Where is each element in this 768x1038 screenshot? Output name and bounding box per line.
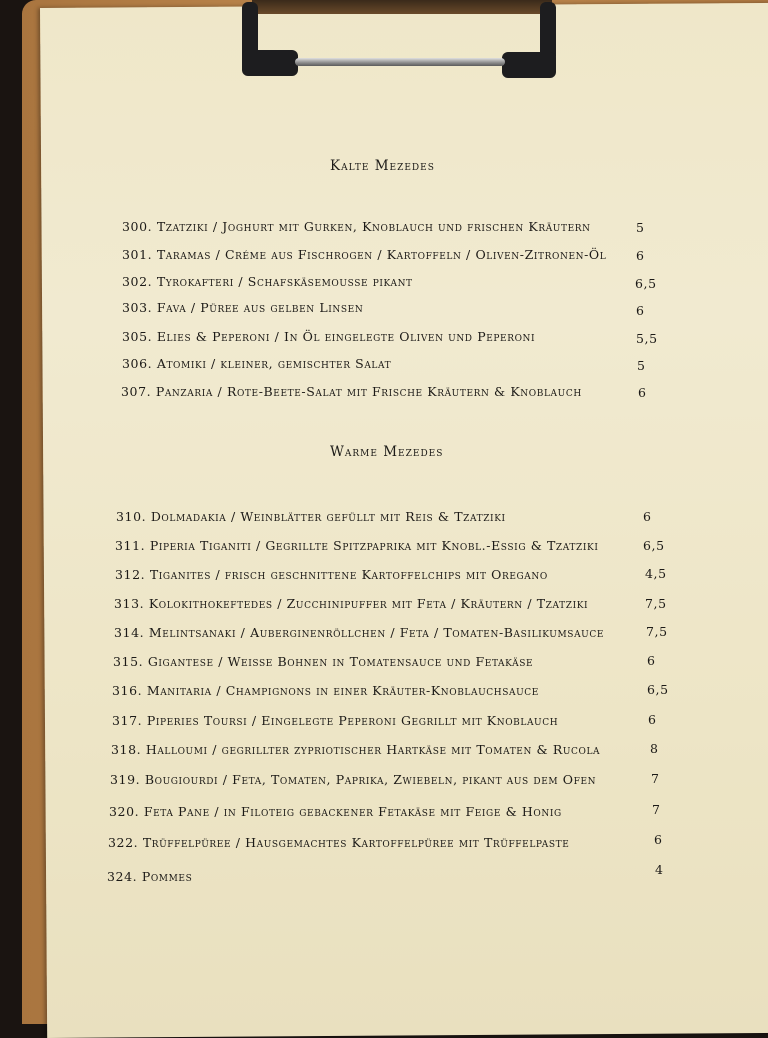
item-number: 316. bbox=[112, 683, 143, 698]
item-number: 314. bbox=[114, 625, 145, 640]
item-number: 315. bbox=[113, 654, 144, 669]
item-description: Kolokithokeftedes / Zucchinipuffer mit Feta / Kräutern / Tzatziki bbox=[148, 596, 589, 611]
item-price: 6,5 bbox=[647, 682, 669, 697]
menu-item bbox=[115, 567, 548, 582]
item-description: Elies & Peperoni / In Öl eingelegte Oliven und Peperoni bbox=[156, 329, 536, 344]
item-number: 302. bbox=[122, 274, 153, 289]
menu-item bbox=[109, 804, 562, 819]
item-price: 5,5 bbox=[636, 331, 658, 346]
item-number: 318. bbox=[111, 742, 142, 757]
item-description: Dolmadakia / Weinblätter gefüllt mit Reis & Tzatziki bbox=[150, 509, 506, 524]
item-price: 6 bbox=[636, 303, 645, 318]
menu-item bbox=[114, 625, 604, 640]
menu-item bbox=[122, 356, 391, 371]
item-number: 320. bbox=[109, 804, 140, 819]
item-description: Atomiki / kleiner, gemischter Salat bbox=[156, 356, 392, 371]
menu-item bbox=[116, 509, 506, 524]
item-price: 6,5 bbox=[643, 538, 665, 553]
item-price: 5 bbox=[637, 358, 646, 373]
item-description: Pommes bbox=[141, 869, 193, 884]
item-number: 317. bbox=[112, 713, 143, 728]
item-description: Gigantese / Weisse Bohnen in Tomatensauce und Fetakäse bbox=[147, 654, 534, 669]
item-number: 303. bbox=[122, 300, 153, 315]
item-price: 7 bbox=[651, 771, 660, 786]
item-price: 6 bbox=[643, 509, 652, 524]
item-price: 6,5 bbox=[635, 276, 657, 291]
menu-item bbox=[108, 835, 569, 850]
item-description: Tiganites / frisch geschnittene Kartoffelchips mit Oregano bbox=[149, 567, 548, 582]
menu-item bbox=[121, 384, 582, 399]
menu-item bbox=[122, 219, 591, 234]
item-price: 6 bbox=[636, 248, 645, 263]
item-price: 7,5 bbox=[646, 624, 668, 639]
item-description: Halloumi / gegrillter zypriotischer Hartkäse mit Tomaten & Rucola bbox=[145, 742, 601, 757]
item-number: 319. bbox=[110, 772, 141, 787]
item-number: 307. bbox=[121, 384, 152, 399]
item-price: 4,5 bbox=[645, 566, 667, 581]
item-description: Panzaria / Rote-Beete-Salat mit Frische Kräutern & Knoblauch bbox=[155, 384, 582, 399]
item-number: 324. bbox=[107, 869, 138, 884]
item-description: Taramas / Créme aus Fischrogen / Kartoffeln / Oliven-Zitronen-Öl bbox=[156, 247, 607, 262]
item-price: 6 bbox=[647, 653, 656, 668]
item-price: 7,5 bbox=[645, 596, 667, 611]
menu-item bbox=[113, 654, 533, 669]
item-price: 8 bbox=[650, 741, 659, 756]
menu-item bbox=[122, 300, 363, 315]
item-price: 5 bbox=[636, 220, 645, 235]
item-number: 306. bbox=[122, 356, 153, 371]
item-description: Feta Pane / in Filoteig gebackener Fetakäse mit Feige & Honig bbox=[143, 804, 562, 819]
item-description: Manitaria / Champignons in einer Kräuter-Knoblauchsauce bbox=[146, 683, 539, 698]
menu-item bbox=[112, 683, 539, 698]
menu-item bbox=[107, 869, 192, 884]
item-number: 300. bbox=[122, 219, 153, 234]
item-number: 305. bbox=[122, 329, 153, 344]
section-title-kalte-mezedes: Kalte Mezedes bbox=[330, 158, 435, 174]
menu-item bbox=[112, 713, 558, 728]
item-description: Bougiourdi / Feta, Tomaten, Paprika, Zwiebeln, pikant aus dem Ofen bbox=[144, 772, 597, 787]
menu-item bbox=[122, 247, 606, 262]
item-price: 7 bbox=[652, 802, 661, 817]
menu-item bbox=[122, 274, 413, 289]
item-description: Melintsanaki / Auberginenröllchen / Feta / Tomaten-Basilikumsauce bbox=[148, 625, 605, 640]
item-number: 312. bbox=[115, 567, 146, 582]
item-description: Tyrokafteri / Schafskäsemousse pikant bbox=[156, 274, 413, 289]
item-number: 301. bbox=[122, 247, 153, 262]
item-price: 6 bbox=[648, 712, 657, 727]
menu-item bbox=[110, 772, 596, 787]
item-description: Trüffelpüree / Hausgemachtes Kartoffelpüree mit Trüffelpaste bbox=[142, 835, 570, 850]
menu-item bbox=[114, 596, 588, 611]
item-description: Fava / Püree aus gelben Linsen bbox=[156, 300, 364, 315]
item-description: Piperia Tiganiti / Gegrillte Spitzpaprika mit Knobl.-Essig & Tzatziki bbox=[149, 538, 599, 553]
item-number: 310. bbox=[116, 509, 147, 524]
menu-item bbox=[111, 742, 600, 757]
item-price: 6 bbox=[638, 385, 647, 400]
section-title-warme-mezedes: Warme Mezedes bbox=[330, 444, 444, 460]
item-number: 311. bbox=[115, 538, 146, 553]
item-number: 313. bbox=[114, 596, 145, 611]
menu-item bbox=[115, 538, 599, 553]
menu-item bbox=[122, 329, 535, 344]
item-number: 322. bbox=[108, 835, 139, 850]
item-description: Piperies Toursi / Eingelegte Peperoni Gegrillt mit Knoblauch bbox=[146, 713, 559, 728]
item-price: 4 bbox=[655, 862, 664, 877]
item-price: 6 bbox=[654, 832, 663, 847]
item-description: Tzatziki / Joghurt mit Gurken, Knoblauch und frischen Kräutern bbox=[156, 219, 591, 234]
